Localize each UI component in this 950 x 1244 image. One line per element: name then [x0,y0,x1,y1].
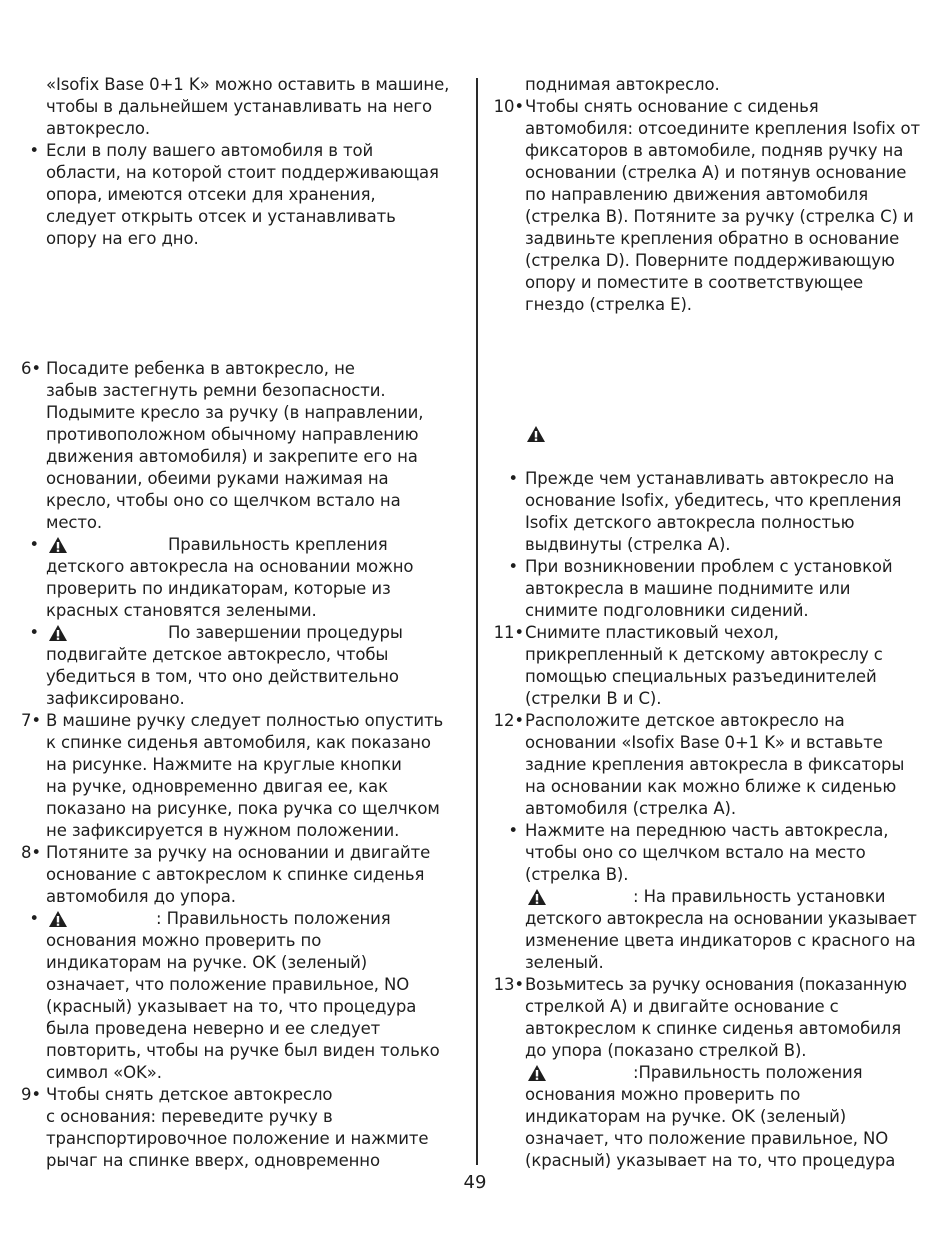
warning-triangle-icon [48,624,66,641]
bullet: • [29,141,39,160]
text-line: фиксаторов в автомобиле, подняв ручку на [525,141,904,160]
list-item: • : Правильность положения [0,908,470,930]
text-line: подвигайте детское автокресло, чтобы [46,645,389,664]
list-item: 13• Возьмитесь за ручку основания (показанную [487,974,950,996]
text-line: с основания: переведите ручку в [46,1107,333,1126]
text-line: к спинке сиденья автомобиля, как показано [46,733,431,752]
text-line: гнездо (стрелка Е). [525,295,692,314]
text-line: означает, что положение правильное, NO [46,975,410,994]
column-divider [476,78,478,1165]
text-line: (стрелки В и С). [525,689,662,708]
text-line: была проведена неверно и ее следует [46,1019,381,1038]
step-number: 10• [493,97,524,116]
text-line: забыв застегнуть ремни безопасности. [46,381,386,400]
text-line: убедиться в том, что оно действительно [46,667,399,686]
list-item: 12• Расположите детское автокресло на [487,710,950,732]
text-line: на рисунке. Нажмите на круглые кнопки [46,755,402,774]
text-line: чтобы в дальнейшем устанавливать на него [46,97,432,116]
text-line: следует открыть отсек и устанавливать [46,207,396,226]
text-line: рычаг на спинке вверх, одновременно [46,1151,380,1170]
text-line: «Isofix Base 0+1 K» можно оставить в машине, [46,75,450,94]
text-line: чтобы оно со щелчком встало на место [525,843,866,862]
text-line: показано на рисунке, пока ручка со щелчком [46,799,440,818]
warning-triangle-icon [527,1064,545,1081]
text-line: Isofix детского автокресла полностью [525,513,855,532]
page-number: 49 [463,1172,487,1193]
text-line: зеленый. [525,953,604,972]
text-line: основание Isofix, убедитесь, что крепления [525,491,902,510]
text-line: основании, обеими руками нажимая на [46,469,389,488]
list-item: 6• Посадите ребенка в автокресло, не [0,358,470,380]
text-line: автомобиля: отсоедините крепления Isofix от [525,119,921,138]
list-item: 9• Чтобы снять детское автокресло [0,1084,470,1106]
bullet: • [508,821,518,840]
text-line: стрелкой А) и двигайте основание с [525,997,839,1016]
bullet: • [508,557,518,576]
text-line: помощью специальных разъединителей [525,667,877,686]
text-line: автомобиля (стрелка А). [525,799,736,818]
text-line: основания можно проверить по [46,931,322,950]
text-line: проверить по индикаторам, которые из [46,579,391,598]
text-line: на ручке, одновременно двигая ее, как [46,777,388,796]
text-line: (стрелка В). [525,865,629,884]
list-item: :Правильность положения [487,1062,950,1084]
text-line: основания можно проверить по [525,1085,801,1104]
text-line: повторить, чтобы на ручке был виден только [46,1041,440,1060]
list-item: 10• Чтобы снять основание с сиденья [487,96,950,118]
list-item: 11• Снимите пластиковый чехол, [487,622,950,644]
text-line: движения автомобиля) и закрепите его на [46,447,418,466]
text-line: детского автокресла на основании указывает [525,909,917,928]
list-item: • Нажмите на переднюю часть автокресла, [487,820,950,842]
text-line: задвиньте крепления обратно в основание [525,229,900,248]
text-line: поднимая автокресло. [525,75,720,94]
text-line: (стрелка В). Потяните за ручку (стрелка С) и [525,207,914,226]
text-line: автомобиля до упора. [46,887,236,906]
list-item: • Если в полу вашего автомобиля в той [0,140,470,162]
list-item: : На правильность установки [487,886,950,908]
text-line: индикаторам на ручке. OK (зеленый) [525,1107,847,1126]
text-line: основании (стрелка А) и потянув основание [525,163,907,182]
list-item: • Прежде чем устанавливать автокресло на [487,468,950,490]
list-item: • Правильность крепления [0,534,470,556]
right-block-1 [487,74,950,316]
text-line: задние крепления автокресла в фиксаторы [525,755,905,774]
bullet: • [29,535,39,554]
text-line: прикрепленный к детскому автокреслу с [525,645,883,664]
text-line: опору и поместите в соответствующее [525,273,864,292]
text-line: красных становятся зелеными. [46,601,317,620]
step-number: 12• [493,711,524,730]
list-item: 8• Потяните за ручку на основании и двигайте [0,842,470,864]
text-line: основании «Isofix Base 0+1 K» и вставьте [525,733,883,752]
text-line: (красный) указывает на то, что процедура [46,997,417,1016]
warning-triangle-icon [48,910,66,927]
step-number: 8• [20,843,41,862]
text-line: выдвинуты (стрелка А). [525,535,731,554]
bullet: • [29,909,39,928]
bullet: • [508,469,518,488]
step-number: 6• [20,359,41,378]
text-line: место. [46,513,103,532]
text-line: не зафиксируется в нужном положении. [46,821,400,840]
warning-triangle-icon [527,888,545,905]
step-number: 7• [20,711,41,730]
text-line: снимите подголовники сидений. [525,601,809,620]
warning-triangle-icon [48,536,66,553]
bullet: • [29,623,39,642]
text-line: кресло, чтобы оно со щелчком встало на [46,491,401,510]
text-line: Подымите кресло за ручку (в направлении, [46,403,424,422]
text-line: изменение цвета индикаторов с красного на [525,931,916,950]
text-line: символ «OK». [46,1063,162,1082]
text-line: опору на его дно. [46,229,199,248]
warning-triangle-icon [526,425,544,442]
text-line: области, на которой стоит поддерживающая [46,163,439,182]
text-line: автокресла в машине поднимите или [525,579,851,598]
text-line: автокресло. [46,119,150,138]
left-block-2 [0,358,470,1172]
right-block-2 [487,468,950,1172]
text-line: противоположном обычному направлению [46,425,419,444]
list-item: 7• В машине ручку следует полностью опустить [0,710,470,732]
step-number: 9• [20,1085,41,1104]
text-line: детского автокресла на основании можно [46,557,414,576]
text-line: (стрелка D). Поверните поддерживающую [525,251,895,270]
list-item: • При возникновении проблем с установкой [487,556,950,578]
text-line: на основании как можно ближе к сиденью [525,777,897,796]
text-line: транспортировочное положение и нажмите [46,1129,429,1148]
text-line: индикаторам на ручке. OK (зеленый) [46,953,368,972]
text-line: зафиксировано. [46,689,185,708]
text-line: до упора (показано стрелкой В). [525,1041,807,1060]
text-line: автокреслом к спинке сиденья автомобиля [525,1019,902,1038]
text-line: по направлению движения автомобиля [525,185,869,204]
text-line: основание с автокреслом к спинке сиденья [46,865,425,884]
step-number: 11• [493,623,524,642]
text-line: опора, имеются отсеки для хранения, [46,185,376,204]
text-line: означает, что положение правильное, NO [525,1129,889,1148]
text-line: (красный) указывает на то, что процедура [525,1151,896,1170]
step-number: 13• [493,975,524,994]
left-block-1 [0,74,470,250]
list-item: • По завершении процедуры [0,622,470,644]
